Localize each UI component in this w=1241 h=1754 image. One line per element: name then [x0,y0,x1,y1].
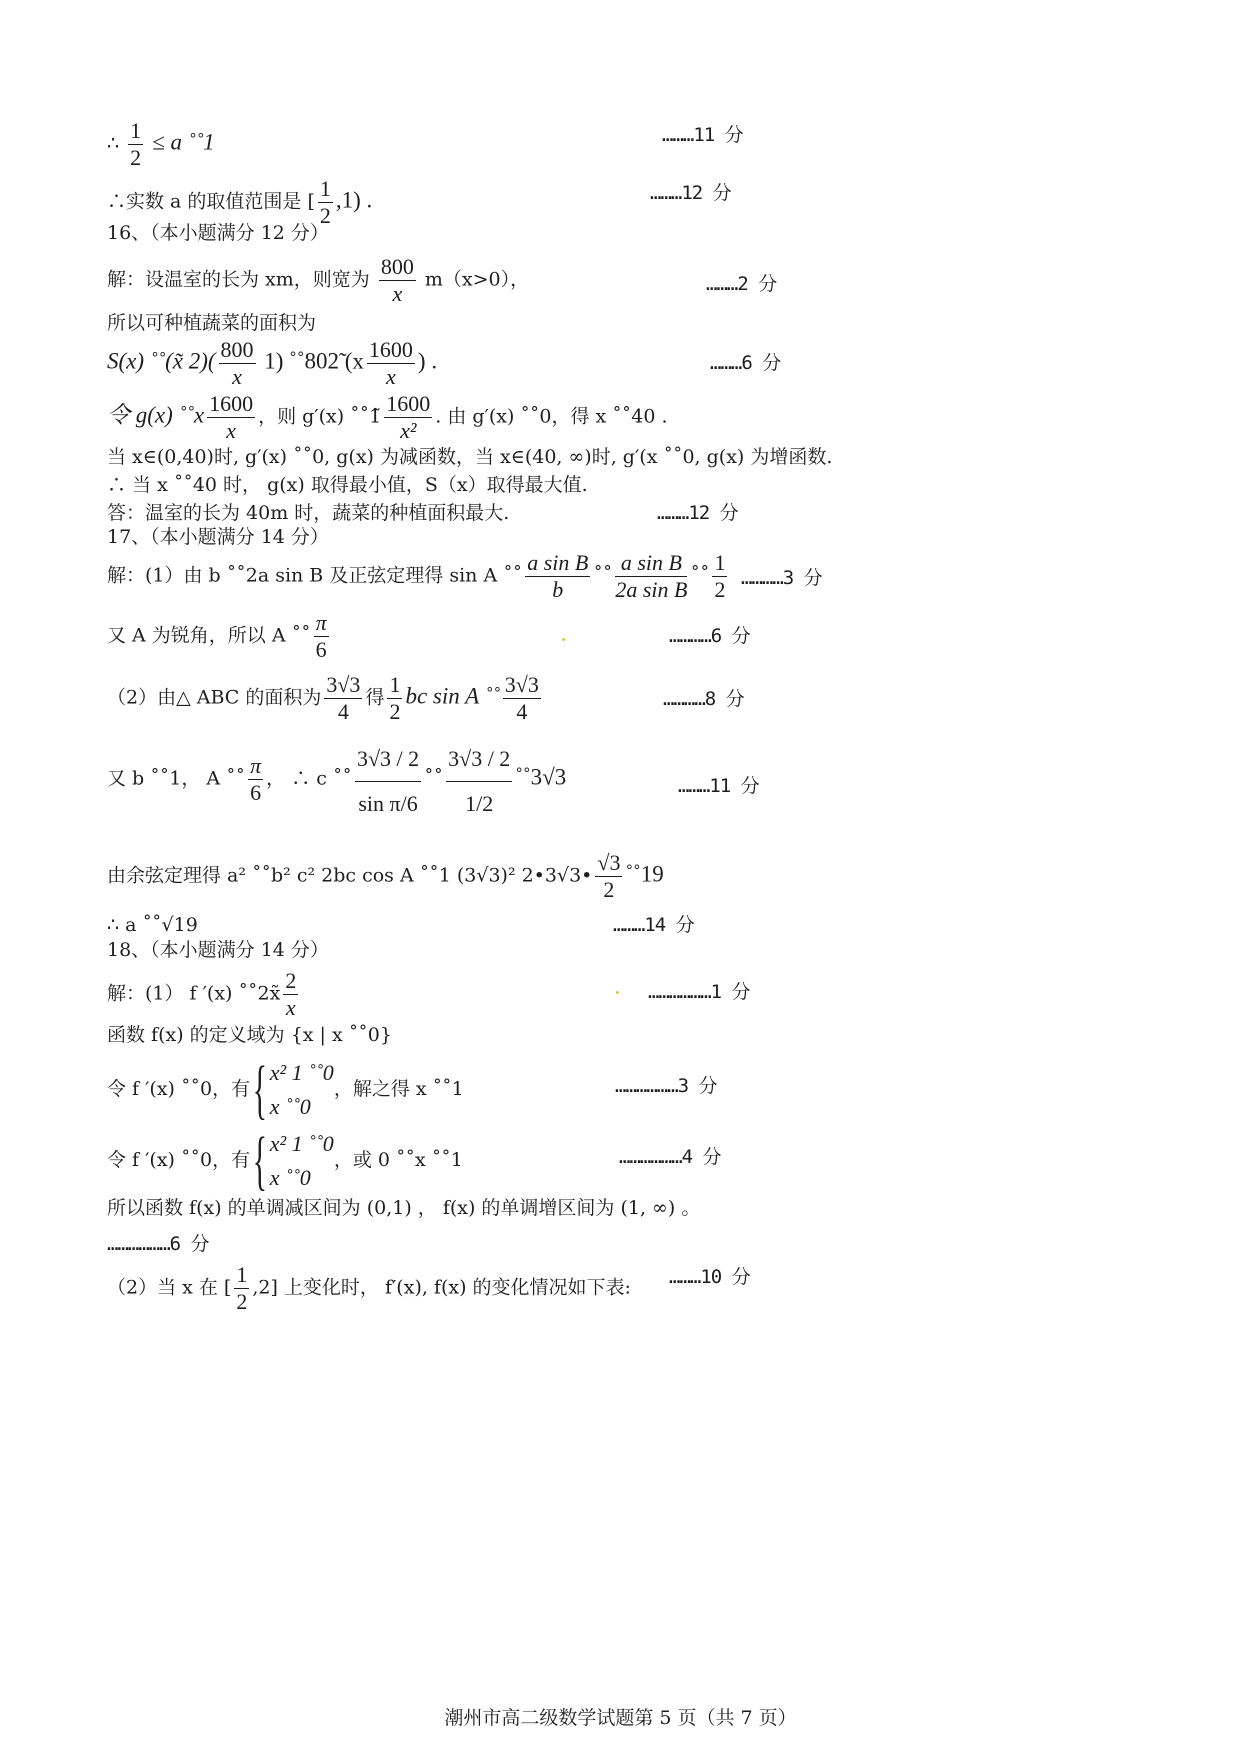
fraction: $\frac{3√3 / 2}{1/2}$ [446,737,512,826]
fraction: $\frac{1}{2}$ [389,672,401,724]
left-brace-icon: { [252,1053,268,1126]
score-marker: ………12 分 [650,182,731,204]
line-17-acute: 又 A 为锐角，所以 A ˚˚ $\frac{\pi}{6}$ [107,610,327,662]
scan-speck [616,991,619,994]
fraction: $\frac{3√3}{4}$ [504,672,539,724]
fraction: $\frac{800}{x}$ [380,254,414,306]
score-marker: ………2 分 [706,273,777,295]
score-marker: ………11 分 [662,124,743,146]
page-footer: 潮州市高二级数学试题第 5 页（共 7 页） [444,1707,797,1729]
line-17-result: ∴ a ˚˚√19 [107,914,198,936]
left-brace-icon: { [252,1124,268,1197]
therefore-symbol: ∴ [107,132,120,155]
fraction: $\frac{\text{a sin B}}{\text{2a sin B}}$ [615,550,688,602]
line-18-part2: （2）当 x 在 [ $\frac{1}{2}$ ,2] 上变化时， f′(x), f(x) 的变化情况如下表: [107,1262,631,1314]
fraction: $\frac{√3}{2}$ [597,850,621,902]
fraction: $\frac{1}{2}$ [714,550,726,602]
inequality-system: x² 1 ˚˚0 x ˚˚0 [269,1131,334,1190]
problem-17-heading: 17、（本小题满分 14 分） [107,526,329,548]
line-16-area-intro: 所以可种植蔬菜的面积为 [107,312,317,334]
fraction: $\frac{1}{2}$ [319,176,331,228]
fraction: $\frac{\text{a sin B}}{b}$ [527,550,589,602]
line-17-side-c: 又 b ˚˚1， A ˚˚ $\frac{\pi}{6}$ ， ∴ c ˚˚ $\frac{3√3 / 2}{\text{sin π/6}}$ ˚˚ $\frac{3√3 / 2}{1/2}$ ˚˚3√3 [107,733,566,826]
score-marker: ………10 分 [669,1266,750,1288]
fraction: $\frac{3√3 / 2}{\text{sin π/6}}$ [355,737,421,826]
line-18-decreasing: 令 f ′(x) ˚˚0，有{ x² 1 ˚˚0 x ˚˚0 ，或 0 ˚˚x ˚˚1 [107,1124,463,1197]
line-a-conclusion: ∴实数 a 的取值范围是 [ $\frac{1}{2}$ ,1) . [107,176,373,228]
score-marker: …………6 分 [669,625,750,647]
line-16-monotonic: 当 x∈(0,40)时, g′(x) ˚˚0, g(x) 为减函数，当 x∈(40, ∞)时, g′(x ˚˚0, g(x) 为增函数. [107,446,833,468]
score-marker: ………………6 分 [107,1233,209,1255]
line-16-answer: 答：温室的长为 40m 时，蔬菜的种植面积最大. [107,502,510,524]
scan-speck [562,638,565,641]
fraction: $\frac{3√3}{4}$ [326,672,361,724]
line-18-increasing: 令 f ′(x) ˚˚0，有{ x² 1 ˚˚0 x ˚˚0 ，解之得 x ˚˚1 [107,1053,464,1126]
line-17-cosine-law: 由余弦定理得 a² ˚˚b² c² 2bc cos A ˚˚1 (3√3)² 2•3√3• $\frac{√3}{2}$ ˚˚19 [107,850,664,902]
fraction: $\frac{2}{x}$ [285,968,297,1020]
fraction: $\frac{1}{2}$ [130,118,142,170]
score-marker: ………6 分 [710,352,781,374]
score-marker: ………………4 分 [619,1146,721,1168]
line-17-part1: 解：(1）由 b ˚˚2a sin B 及正弦定理得 sin A ˚˚ $\frac{\text{a sin B}}{b}$ ˚˚ $\frac{\text{a sin B}}{\text{2a sin B}}$ ˚˚ $\frac{1}{2}$ [107,550,726,602]
score-marker: ………………3 分 [615,1075,717,1097]
fraction: $\frac{\pi}{6}$ [250,753,262,805]
line-a-range: ∴ $\frac{1}{2}$ ≤ a ˚˚1 [107,118,215,170]
line-16-area-formula: S(x) ˚˚(x̃ 2)( $\frac{800}{x}$ 1) ˚˚802̃ (x $\frac{1600}{x}$ ) . [107,337,438,389]
line-18-derivative: 解：(1） f ′(x) ˚˚2x̃ $\frac{2}{x}$ [107,968,297,1020]
line-16-setup: 解：设温室的长为 xm，则宽为 $\frac{800}{x}$ m（x>0）， [107,254,530,306]
fraction: $\frac{800}{x}$ [220,337,254,389]
fraction: $\frac{1600}{x}$ [368,337,413,389]
fraction: $\frac{1}{2}$ [236,1262,248,1314]
score-marker: ………12 分 [657,502,738,524]
score-marker: ………11 分 [678,775,759,797]
fraction: $\frac{\pi}{6}$ [315,610,327,662]
problem-18-heading: 18、（本小题满分 14 分） [107,939,329,961]
inequality-system: x² 1 ˚˚0 x ˚˚0 [269,1060,334,1119]
line-16-extremum: ∴ 当 x ˚˚40 时， g(x) 取得最小值，S（x）取得最大值. [107,474,588,496]
line-16-g-def: 令 g(x) ˚˚x $\frac{1600}{x}$ ，则 g′(x) ˚˚1̃ $\frac{1600}{\text{x²}}$ . 由 g′(x) ˚˚0，得 x ˚˚40 . [107,391,668,443]
line-18-domain: 函数 f(x) 的定义域为 {x | x ˚˚0} [107,1024,392,1046]
line-18-intervals: 所以函数 f(x) 的单调减区间为 (0,1) ， f(x) 的单调增区间为 (1, ∞) 。 [107,1197,701,1219]
score-marker: …………3 分 [741,567,822,589]
score-marker: ………………1 分 [648,981,750,1003]
score-marker: …………8 分 [663,688,744,710]
fraction: $\frac{1600}{x}$ [209,391,254,443]
score-marker: ………14 分 [613,914,694,936]
line-17-part2: （2）由△ ABC 的面积为 $\frac{3√3}{4}$ 得 $\frac{1}{2}$ bc sin A ˚˚ $\frac{3√3}{4}$ [107,672,539,724]
problem-16-heading: 16、（本小题满分 12 分） [107,222,329,244]
fraction: $\frac{1600}{\text{x²}}$ [386,391,431,443]
